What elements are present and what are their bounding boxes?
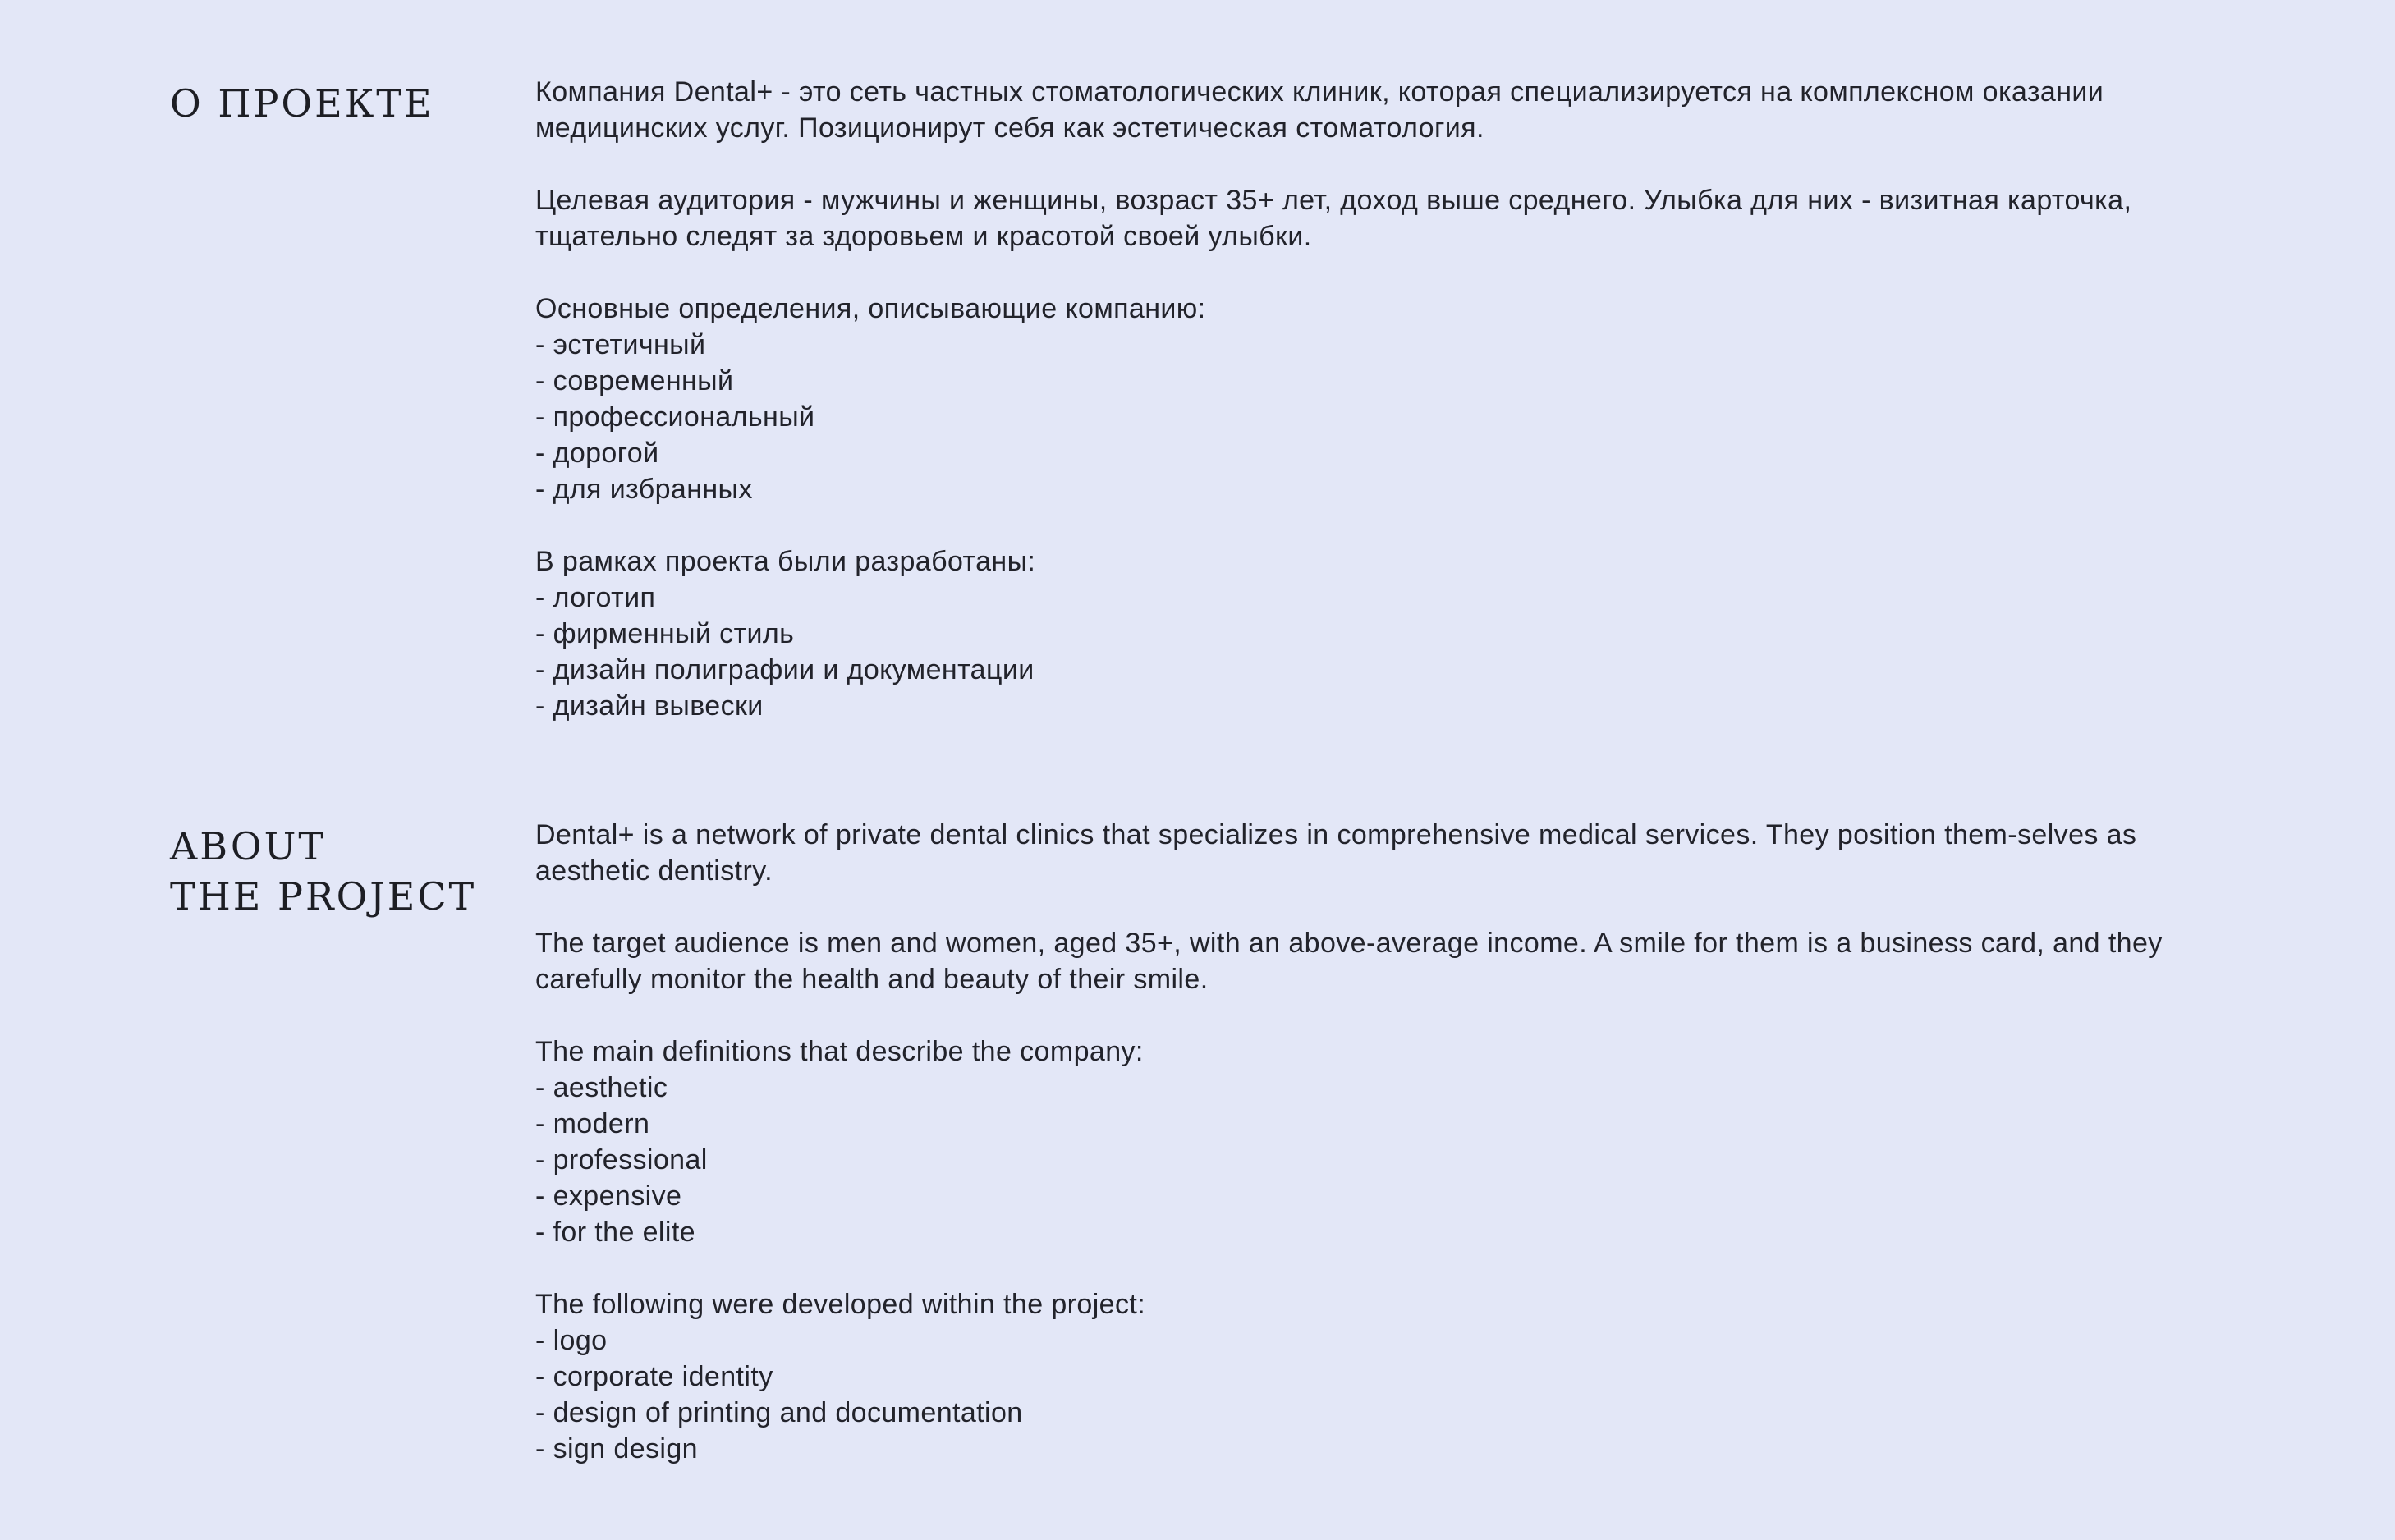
list-item: - дизайн вывески	[535, 688, 2227, 724]
audience-paragraph	[535, 182, 2227, 254]
list-item: - for the elite	[535, 1214, 2227, 1250]
section-body-ru	[535, 74, 2227, 760]
developed-list	[535, 580, 2227, 724]
section-heading-en	[170, 822, 476, 922]
list-item: - aesthetic	[535, 1070, 2227, 1106]
list-item: - modern	[535, 1106, 2227, 1142]
definitions-list	[535, 1070, 2227, 1250]
list-item: - design of printing and documentation	[535, 1395, 2227, 1431]
definitions-block	[535, 1034, 2227, 1250]
definitions-block	[535, 291, 2227, 507]
heading-line: THE PROJECT	[170, 874, 477, 919]
list-item: - sign design	[535, 1431, 2227, 1467]
developed-title: The following were developed within the project:	[535, 1289, 1146, 1320]
list-item: - expensive	[535, 1178, 2227, 1214]
list-item: - фирменный стиль	[535, 616, 2227, 652]
list-item: - профессиональный	[535, 399, 2227, 435]
definitions-title: The main definitions that describe the company:	[535, 1036, 1144, 1067]
list-item: - для избранных	[535, 471, 2227, 507]
developed-block	[535, 543, 2227, 724]
developed-list	[535, 1322, 2227, 1467]
intro-paragraph	[535, 74, 2227, 146]
developed-block	[535, 1286, 2227, 1467]
section-body-en	[535, 817, 2227, 1503]
list-item: - логотип	[535, 580, 2227, 616]
audience-text: Целевая аудитория - мужчины и женщины, возраст 35+ лет, доход выше среднего. Улыбка для них - визитная карточка, тщательно следят за здоровьем и красотой своей улыбки.	[535, 185, 2132, 252]
developed-title: В рамках проекта были разработаны:	[535, 546, 1036, 577]
list-item: - современный	[535, 363, 2227, 399]
heading-line: ABOUT	[170, 824, 327, 869]
list-item: - эстетичный	[535, 327, 2227, 363]
intro-paragraph	[535, 817, 2227, 889]
intro-text: Компания Dental+ - это сеть частных стоматологических клиник, которая специализируется на комплексном оказании медицинских услуг. Позиционирут себя как эстетическая стоматология.	[535, 76, 2104, 144]
audience-paragraph	[535, 925, 2227, 997]
list-item: - дизайн полиграфии и документации	[535, 652, 2227, 688]
list-item: - corporate identity	[535, 1359, 2227, 1395]
list-item: - professional	[535, 1142, 2227, 1178]
intro-text: Dental+ is a network of private dental clinics that specializes in comprehensive medical services. They position them-selves as aesthetic dentistry.	[535, 819, 2137, 887]
definitions-list	[535, 327, 2227, 507]
audience-text: The target audience is men and women, aged 35+, with an above-average income. A smile for them is a business card, and they carefully monitor the health and beauty of their smile.	[535, 928, 2163, 995]
heading-line: О ПРОЕКТЕ	[170, 81, 434, 126]
list-item: - logo	[535, 1322, 2227, 1359]
definitions-title: Основные определения, описывающие компанию:	[535, 293, 1206, 324]
list-item: - дорогой	[535, 435, 2227, 471]
section-heading-ru	[170, 79, 434, 129]
